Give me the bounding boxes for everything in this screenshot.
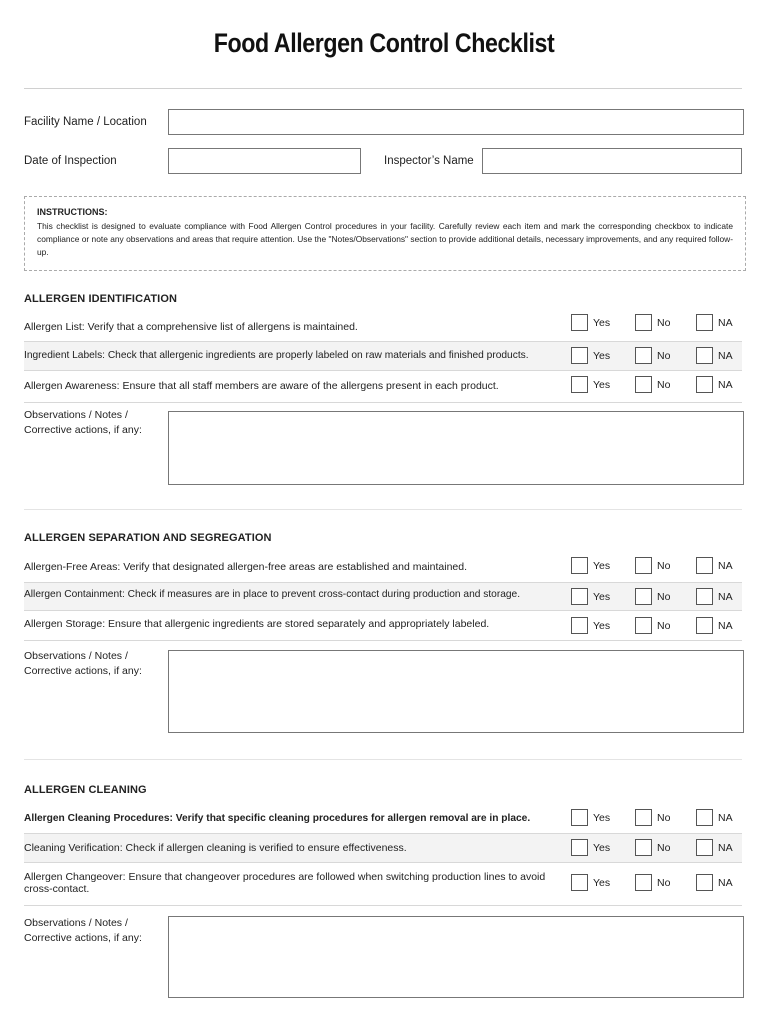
no-label: No [657, 619, 671, 632]
no-label: No [657, 349, 671, 362]
instructions-heading: INSTRUCTIONS: [37, 207, 108, 217]
yes-checkbox[interactable] [571, 314, 588, 331]
yes-checkbox[interactable] [571, 588, 588, 605]
na-label: NA [718, 876, 733, 889]
yes-checkbox[interactable] [571, 874, 588, 891]
checklist-row [24, 611, 742, 641]
na-label: NA [718, 619, 733, 632]
na-checkbox[interactable] [696, 588, 713, 605]
na-label: NA [718, 349, 733, 362]
no-checkbox[interactable] [635, 588, 652, 605]
checklist-item-text: Allergen Storage: Ensure that allergenic ingredients are stored separately and appropriately labeled. [24, 618, 490, 630]
no-checkbox[interactable] [635, 376, 652, 393]
na-label: NA [718, 316, 733, 329]
checklist-row [24, 804, 742, 834]
na-checkbox[interactable] [696, 809, 713, 826]
checklist-row [24, 371, 742, 403]
section-title: ALLERGEN IDENTIFICATION [24, 293, 178, 305]
no-checkbox[interactable] [635, 874, 652, 891]
no-label: No [657, 841, 671, 854]
yes-label: Yes [593, 378, 611, 391]
checklist-row [24, 553, 742, 583]
checklist-item-text: Allergen Cleaning Procedures: Verify that specific cleaning procedures for allergen removal are in place. [24, 813, 531, 824]
facility-label: Facility Name / Location [24, 116, 147, 128]
yes-checkbox[interactable] [571, 617, 588, 634]
na-checkbox[interactable] [696, 839, 713, 856]
observations-label: Observations / Notes / Corrective actions, if any: [24, 650, 142, 677]
page-title: Food Allergen Control Checklist [213, 28, 555, 58]
divider [24, 509, 742, 510]
section-title: ALLERGEN CLEANING [24, 784, 147, 796]
section-title: ALLERGEN SEPARATION AND SEGREGATION [24, 532, 272, 544]
na-label: NA [718, 378, 733, 391]
yes-checkbox[interactable] [571, 376, 588, 393]
observations-label: Observations / Notes / Corrective actions, if any: [24, 409, 142, 436]
yes-label: Yes [593, 841, 611, 854]
no-label: No [657, 559, 671, 572]
na-checkbox[interactable] [696, 314, 713, 331]
checklist-item-text: Allergen List: Verify that a comprehensive list of allergens is maintained. [24, 321, 358, 333]
checklist-row [24, 863, 742, 906]
no-checkbox[interactable] [635, 347, 652, 364]
yes-checkbox[interactable] [571, 347, 588, 364]
inspector-label: Inspector’s Name [384, 155, 474, 167]
no-label: No [657, 811, 671, 824]
checklist-item-text: Cleaning Verification: Check if allergen cleaning is verified to ensure effectiveness. [24, 842, 407, 854]
yes-checkbox[interactable] [571, 839, 588, 856]
facility-name-field[interactable] [168, 109, 744, 135]
no-label: No [657, 590, 671, 603]
no-checkbox[interactable] [635, 557, 652, 574]
yes-label: Yes [593, 349, 611, 362]
na-checkbox[interactable] [696, 617, 713, 634]
na-label: NA [718, 559, 733, 572]
instructions-text: This checklist is designed to evaluate compliance with Food Allergen Control procedures in your facility. Carefully review each item and mark the corresponding checkbox to indicate compliance or note any observations and areas that require attention. Use the "Notes/Observations" section to provide additional details, necessary improvements, and any required follow-up. [37, 221, 733, 257]
no-checkbox[interactable] [635, 839, 652, 856]
checklist-item-text: Allergen Changeover: Ensure that changeover procedures are followed when switching production lines to avoid cross-contact. [24, 871, 546, 895]
observations-label: Observations / Notes / Corrective actions, if any: [24, 917, 142, 944]
no-label: No [657, 378, 671, 391]
yes-label: Yes [593, 559, 611, 572]
instructions-box [24, 196, 746, 271]
checklist-item-text: Allergen-Free Areas: Verify that designated allergen-free areas are established and maintained. [24, 561, 468, 573]
na-label: NA [718, 841, 733, 854]
checklist-row [24, 311, 742, 342]
yes-label: Yes [593, 811, 611, 824]
checklist-item-text: Allergen Containment: Check if measures are in place to prevent cross-contact during production and storage. [24, 589, 521, 600]
checklist-item-text: Allergen Awareness: Ensure that all staff members are aware of the allergens present in each product. [24, 380, 499, 392]
na-checkbox[interactable] [696, 376, 713, 393]
divider [24, 759, 742, 760]
date-of-inspection-field[interactable] [168, 148, 361, 174]
no-label: No [657, 316, 671, 329]
checklist-row [24, 342, 742, 371]
observations-notes-field[interactable] [168, 916, 744, 998]
na-checkbox[interactable] [696, 347, 713, 364]
divider [24, 88, 742, 89]
inspector-name-field[interactable] [482, 148, 742, 174]
na-label: NA [718, 811, 733, 824]
na-checkbox[interactable] [696, 557, 713, 574]
no-checkbox[interactable] [635, 314, 652, 331]
yes-label: Yes [593, 316, 611, 329]
observations-notes-field[interactable] [168, 411, 744, 485]
no-checkbox[interactable] [635, 809, 652, 826]
yes-label: Yes [593, 876, 611, 889]
yes-label: Yes [593, 590, 611, 603]
yes-checkbox[interactable] [571, 557, 588, 574]
na-label: NA [718, 590, 733, 603]
checklist-row [24, 583, 742, 611]
checklist-item-text: Ingredient Labels: Check that allergenic ingredients are properly labeled on raw materials and finished products. [24, 350, 529, 361]
date-label: Date of Inspection [24, 155, 117, 167]
yes-label: Yes [593, 619, 611, 632]
no-label: No [657, 876, 671, 889]
yes-checkbox[interactable] [571, 809, 588, 826]
checklist-row [24, 834, 742, 863]
no-checkbox[interactable] [635, 617, 652, 634]
na-checkbox[interactable] [696, 874, 713, 891]
observations-notes-field[interactable] [168, 650, 744, 733]
